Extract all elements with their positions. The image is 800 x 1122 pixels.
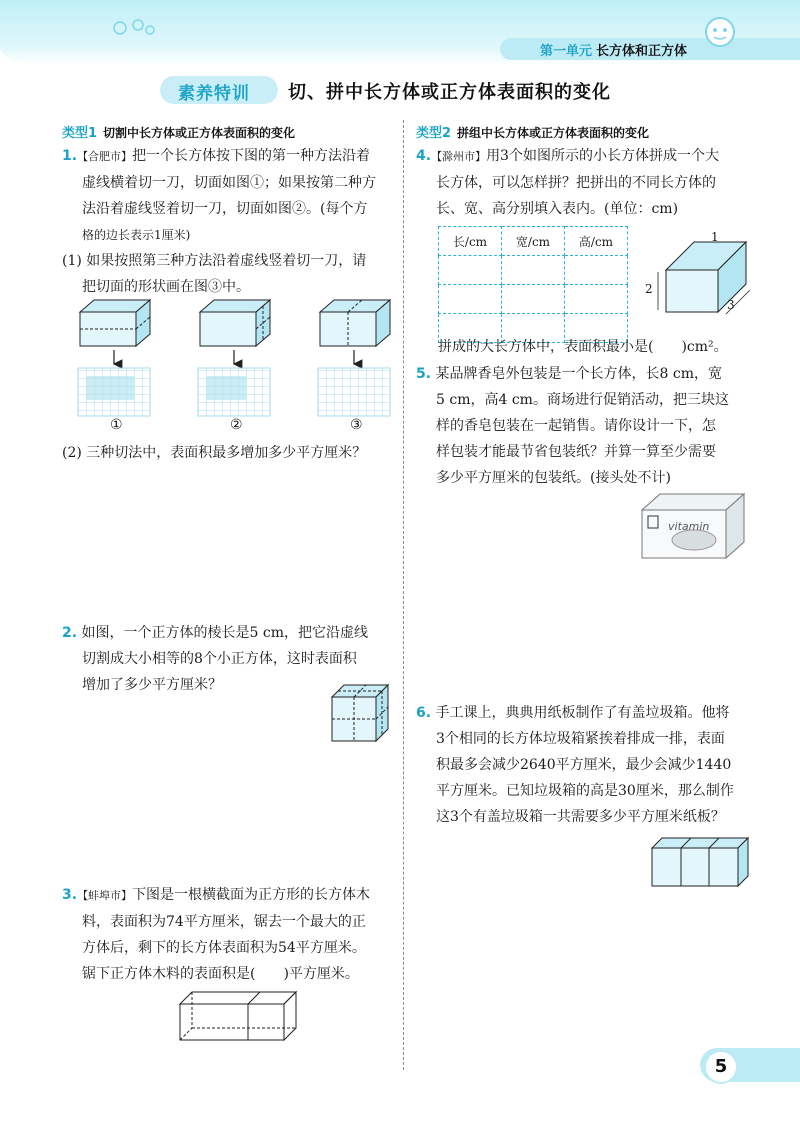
q2-cube-figure bbox=[330, 683, 392, 745]
q4-source: 【滁州市】 bbox=[431, 150, 487, 163]
type2-label: 类型2 bbox=[416, 126, 452, 141]
q4-line-0: 用3个如图所示的小长方体拼成一个大 bbox=[486, 148, 719, 164]
q3-source: 【蚌埠市】 bbox=[77, 889, 133, 902]
q3-line-2: 方体后，剩下的长方体表面积为54平方厘米。 bbox=[82, 940, 366, 956]
q1-line-3: 格的边长表示1厘米) bbox=[82, 228, 191, 242]
fig-label-2: ② bbox=[230, 417, 243, 433]
q3-line-0: 下图是一根横截面为正方形的长方体木 bbox=[132, 887, 371, 903]
table-cell[interactable] bbox=[502, 256, 565, 285]
q4-cuboid-figure bbox=[650, 232, 760, 317]
q5-line-1: 5 cm，高4 cm。商场进行促销活动，把三块这 bbox=[436, 392, 729, 408]
question-5 bbox=[416, 361, 756, 491]
question-4 bbox=[416, 143, 756, 222]
table-cell[interactable] bbox=[439, 256, 502, 285]
column-divider bbox=[403, 120, 404, 1070]
unit-name: 长方体和正方体 bbox=[596, 44, 688, 59]
q4-line-1: 长方体，可以怎样拼？把拼出的不同长方体的 bbox=[436, 175, 716, 191]
q1-figures bbox=[70, 298, 400, 428]
q2-number: 2. bbox=[62, 625, 78, 641]
q4-number: 4. bbox=[416, 148, 432, 164]
q1-line-1: 虚线横着切一刀，切面如图①；如果按第二种方 bbox=[82, 175, 376, 191]
q4-line-2: 长、宽、高分别填入表内。(单位：cm) bbox=[436, 201, 679, 217]
dim-label-1: 1 bbox=[711, 230, 719, 244]
fig-label-3: ③ bbox=[350, 417, 363, 433]
q6-line-0: 手工课上，典典用纸板制作了有盖垃圾箱。他将 bbox=[435, 705, 730, 721]
unit-label: 第一单元 bbox=[540, 44, 593, 59]
q6-number: 6. bbox=[416, 705, 432, 721]
soap-box-figure bbox=[638, 490, 748, 562]
mascot-icon bbox=[700, 12, 740, 52]
page-number: 5 bbox=[714, 1056, 728, 1077]
q1-number: 1. bbox=[62, 148, 78, 164]
q1-part1-line-1: 把切面的形状画在图③中。 bbox=[82, 279, 250, 295]
grid-3 bbox=[318, 368, 390, 416]
dim-label-2: 2 bbox=[645, 282, 653, 296]
cuboid-1 bbox=[80, 300, 150, 346]
q6-line-1: 3个相同的长方体垃圾箱紧挨着排成一排，表面 bbox=[436, 731, 725, 747]
table-header-length: 长/cm bbox=[439, 227, 502, 256]
type1-label: 类型1 bbox=[62, 126, 98, 141]
question-1 bbox=[62, 143, 397, 300]
q4-answer-line: 拼成的大长方体中，表面积最小是( )cm²。 bbox=[438, 339, 728, 355]
q1-line-2: 法沿着虚线竖着切一刀，切面如图②。(每个方 bbox=[82, 201, 368, 217]
q6-line-2: 积最多会减少2640平方厘米，最少会减少1440 bbox=[436, 757, 732, 773]
type1-title: 切割中长方体或正方体表面积的变化 bbox=[103, 126, 296, 140]
unit-tab bbox=[500, 38, 800, 60]
q3-number: 3. bbox=[62, 887, 78, 903]
cuboid-2 bbox=[200, 300, 270, 346]
q1-part2: (2) 三种切法中，表面积最多增加多少平方厘米？ bbox=[62, 445, 367, 461]
q5-number: 5. bbox=[416, 366, 432, 382]
table-cell[interactable] bbox=[565, 256, 628, 285]
table-cell[interactable] bbox=[439, 285, 502, 314]
type2-heading bbox=[416, 122, 649, 141]
fig-label-1: ① bbox=[110, 417, 123, 433]
flower-decoration-icon bbox=[110, 15, 160, 41]
q3-line-1: 料，表面积为74平方厘米，锯去一个最大的正 bbox=[82, 914, 366, 930]
table-header-height: 高/cm bbox=[565, 227, 628, 256]
q6-line-3: 平方厘米。已知垃圾箱的高是30厘米，那么制作 bbox=[436, 783, 734, 799]
q6-line-4: 这3个有盖垃圾箱一共需要多少平方厘米纸板？ bbox=[436, 809, 725, 825]
type2-title: 拼组中长方体或正方体表面积的变化 bbox=[457, 126, 650, 140]
table-header-width: 宽/cm bbox=[502, 227, 565, 256]
question-3 bbox=[62, 882, 397, 987]
type1-heading bbox=[62, 122, 295, 141]
q2-line-1: 切割成大小相等的8个小正方体，这时表面积 bbox=[82, 651, 357, 667]
dimensions-table bbox=[438, 226, 628, 343]
q3-line-3: 锯下正方体木料的表面积是( )平方厘米。 bbox=[82, 966, 359, 982]
q1-part1-line-0: (1) 如果按照第三种方法沿着虚线竖着切一刀，请 bbox=[62, 253, 367, 269]
dim-label-3: 3 bbox=[727, 298, 735, 312]
cuboid-3 bbox=[320, 300, 390, 346]
q2-line-0: 如图，一个正方体的棱长是5 cm，把它沿虚线 bbox=[81, 625, 368, 641]
q2-line-2: 增加了多少平方厘米？ bbox=[82, 677, 222, 693]
page-title: 切、拼中长方体或正方体表面积的变化 bbox=[288, 82, 611, 103]
table-cell[interactable] bbox=[502, 285, 565, 314]
q5-line-3: 样包装才能最节省包装纸？并算一算至少需要 bbox=[436, 444, 716, 460]
table-cell[interactable] bbox=[565, 285, 628, 314]
title-badge bbox=[160, 76, 278, 104]
q1-line-0: 把一个长方体按下图的第一种方法沿着 bbox=[132, 148, 371, 164]
trash-bins-figure bbox=[648, 834, 750, 890]
q5-line-2: 样的香皂包装在一起销售。请你设计一下，怎 bbox=[436, 418, 716, 434]
soap-box-brand: vitamin bbox=[668, 520, 710, 533]
question-6 bbox=[416, 700, 756, 830]
q5-line-0: 某品牌香皂外包装是一个长方体，长8 cm，宽 bbox=[435, 366, 722, 382]
q3-wood-figure bbox=[178, 990, 300, 1042]
q5-line-4: 多少平方厘米的包装纸。(接头处不计) bbox=[436, 470, 671, 486]
q1-source: 【合肥市】 bbox=[77, 150, 133, 163]
title-badge-text: 素养特训 bbox=[178, 84, 250, 104]
